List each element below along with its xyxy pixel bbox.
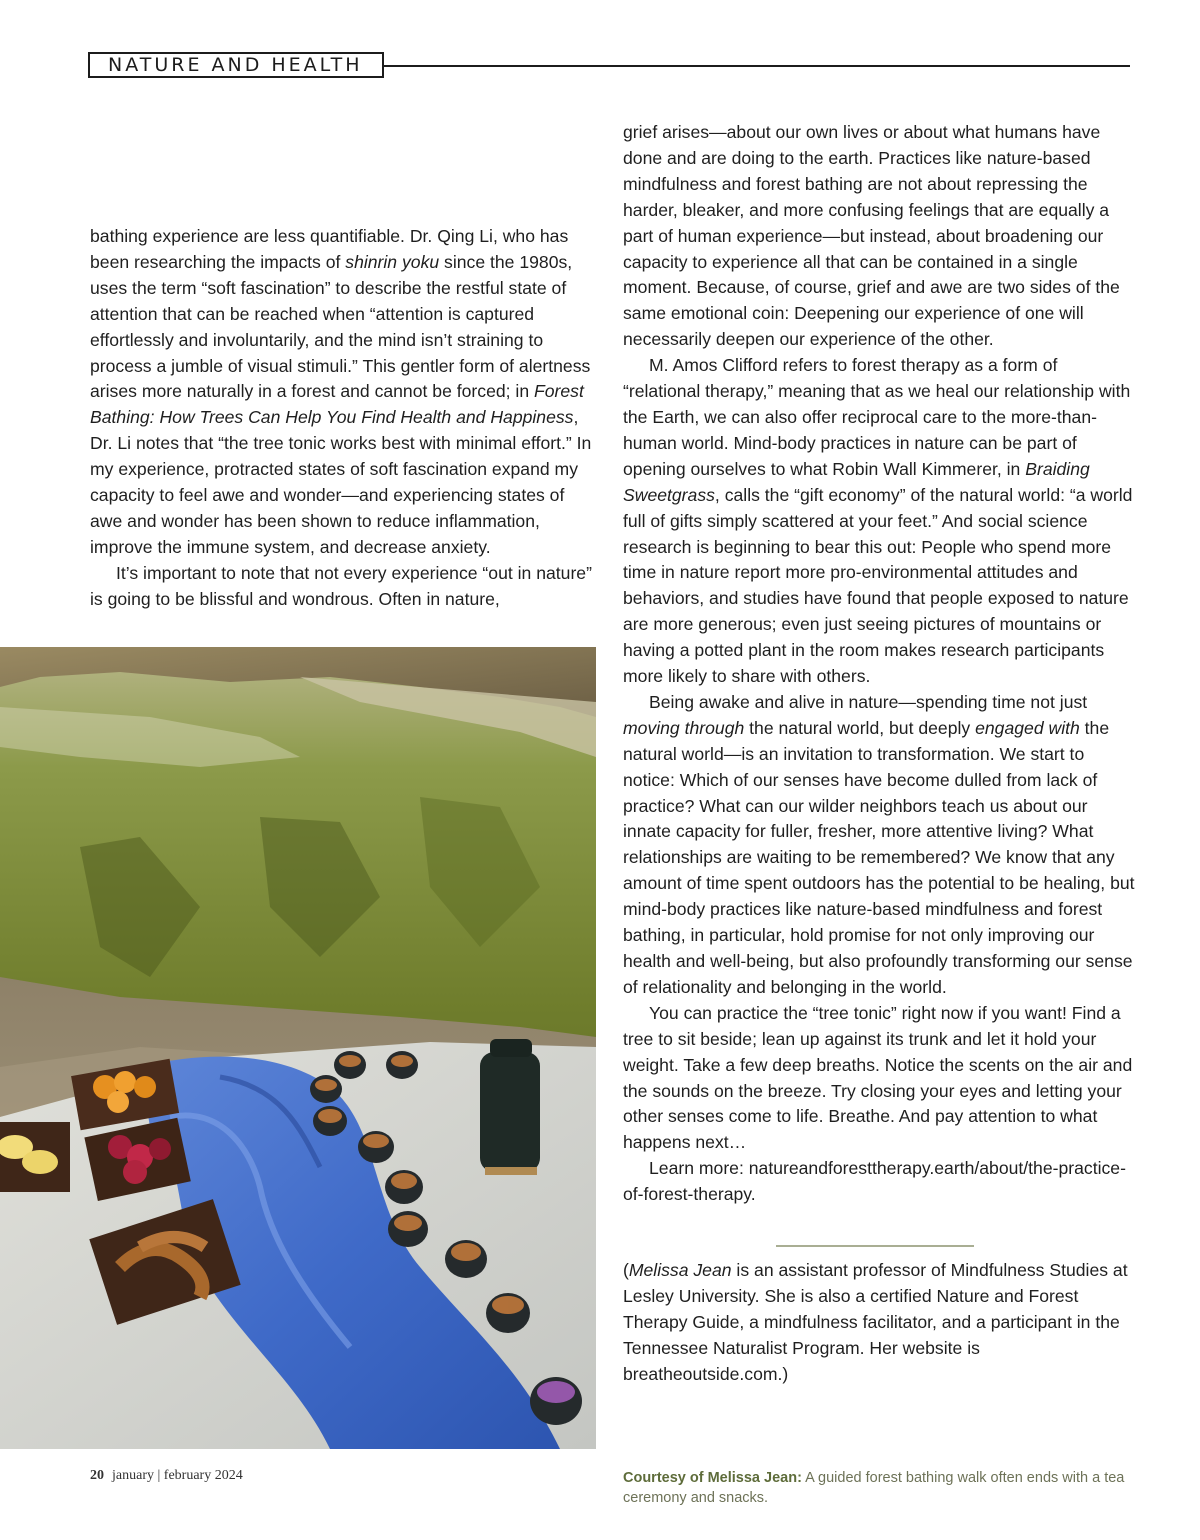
italic-term: shinrin yoku: [345, 251, 440, 272]
text-run: is an assistant professor of Mindfulness Studies at Lesley University. She is also a certified Nature and Forest Therapy Guide, a mindfulness facilitator, and a participant in the Tennessee Naturalist Program. Her website is breatheoutside.com.): [623, 1260, 1128, 1384]
caption-credit: Courtesy of Melissa Jean:: [623, 1470, 802, 1486]
author-bio: [623, 1258, 1135, 1388]
text-run: , calls the “gift economy” of the natural world: “a world full of gifts simply scattered at your feet.” And social science research is beginning to bear this out: People who spend more time in nature report more pro-environmental attitudes and behaviors, and studies have found that people exposed to nature are more generous; even just seeing pictures of mountains or having a potted plant in the room makes research participants more likely to share with others.: [623, 484, 1133, 687]
fruit-slices-tray: [0, 1122, 70, 1192]
text-run: since the 1980s, uses the term “soft fascination” to describe the restful state of attention that can be reached when “attention is captured effortlessly and involuntarily, and the mind isn’t straining to process a jumble of visual stimuli.” This gentler form of alertness arises more naturally in a forest and cannot be forced; in: [90, 251, 591, 402]
left-paragraph-1: [90, 224, 600, 561]
left-paragraph-2: It’s important to note that not every experience “out in nature” is going to be blissful and wondrous. Often in nature,: [90, 562, 592, 609]
italic-phrase: moving through: [623, 717, 745, 738]
caption-text: A guided forest bathing walk often ends with a tea ceremony and snacks.: [623, 1470, 1125, 1506]
text-run: (: [623, 1260, 629, 1280]
page-number: 20: [90, 1468, 104, 1483]
text-run: M. Amos Clifford refers to forest therapy as a form of “relational therapy,” meaning that as we heal our relationship with the Earth, we can also offer reciprocal care to the more-than-human world. Mind-body practices in nature can be part of opening ourselves to what Robin Wall Kimmerer, in: [623, 355, 1131, 479]
right-column: [623, 120, 1135, 1208]
text-run: , Dr. Li notes that “the tree tonic works best with minimal effort.” In my experience, protracted states of soft fascination expand my capacity to feel awe and wonder—and experiencing states of awe and wonder has been shown to reduce inflammation, improve the immune system, and decrease anxiety.: [90, 407, 592, 557]
right-paragraph-1: grief arises—about our own lives or about what humans have done and are doing to the earth. Practices like nature-based mindfulness and forest bathing are not about repressing the harder, bleaker, and more confusing feelings that are equally a part of human experience—but instead, about broadening our capacity to experience all that can be contained in a single moment. Because, of course, grief and awe are two sides of the same emotional coin: Deepening our experience of one will necessarily deepen our experience of the other.: [623, 122, 1120, 350]
text-run: the natural world—is an invitation to transformation. We start to notice: Which of our senses have become dulled from lack of practice? What can our wilder neighbors teach us about our innate capacity for fuller, fresher, more attentive living? What relationships are waiting to be remembered? We know that any amount of time spent outdoors has the potential to be healing, but mind-body practices like nature-based mindfulness and forest bathing, in particular, hold promise for not only improving our health and well-being, but also profoundly transforming our sense of relationality and belonging in the world.: [623, 717, 1135, 997]
right-paragraph-3: [623, 690, 1135, 1001]
text-run: the natural world, but deeply: [744, 717, 976, 738]
photo-caption: [623, 1468, 1138, 1508]
italic-phrase: engaged with: [975, 717, 1080, 738]
right-paragraph-2: [623, 353, 1135, 690]
right-paragraph-4: You can practice the “tree tonic” right now if you want! Find a tree to sit beside; lean up against its trunk and let it hold your weight. Take a few deep breaths. Notice the scents on the air and the sounds on the breeze. Try closing your eyes and letting your other senses come to life. Breathe. And pay attention to what happens next…: [623, 1002, 1133, 1153]
tea-ceremony-photo: [0, 647, 596, 1449]
book-title: Forest Bathing: How Trees Can Help You Find Health and Happiness: [90, 381, 584, 428]
text-run: bathing experience are less quantifiable. Dr. Qing Li, who has been researching the impacts of: [90, 226, 569, 272]
header-rule: [384, 65, 1130, 67]
left-column: [90, 224, 600, 613]
photo-illustration: [0, 647, 596, 1449]
learn-more-paragraph: Learn more: natureandforesttherapy.earth/about/the-practice-of-forest-therapy.: [623, 1158, 1126, 1205]
page-footer: [90, 1468, 243, 1484]
book-title: Braiding Sweetgrass: [623, 458, 1090, 505]
section-header: [88, 52, 1130, 80]
bio-divider: [776, 1245, 974, 1247]
text-run: Being awake and alive in nature—spending time not just: [649, 691, 1088, 712]
section-title: NATURE AND HEALTH: [88, 52, 384, 78]
bio-paragraph: [623, 1258, 1135, 1388]
author-name: Melissa Jean: [628, 1260, 732, 1280]
teapot: [480, 1039, 540, 1175]
issue-date: january | february 2024: [112, 1468, 243, 1483]
